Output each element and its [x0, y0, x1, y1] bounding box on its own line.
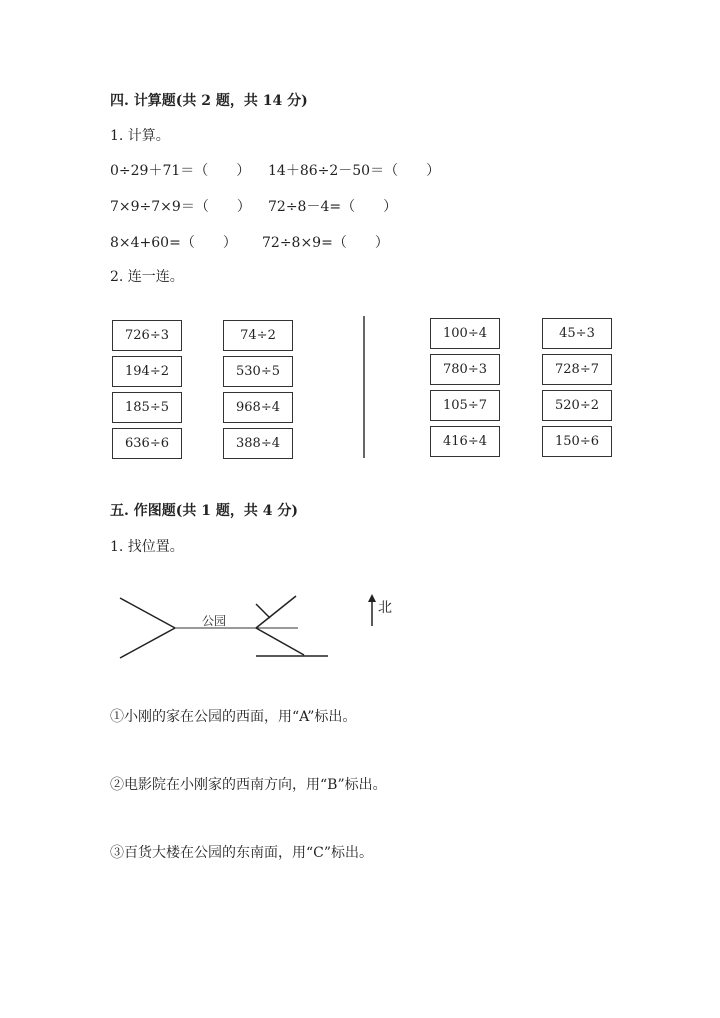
- match-box-left-col2: 968÷4: [223, 392, 293, 423]
- match-box-right-col1: 416÷4: [430, 426, 500, 457]
- calc-expression: 8×4+60=（ ）: [110, 235, 237, 251]
- match-box-right-col1: 100÷4: [430, 318, 500, 349]
- match-box-right-col1: 105÷7: [430, 390, 500, 421]
- calc-expression: 72÷8×9=（ ）: [262, 235, 389, 251]
- q2-label: 2. 连一连。: [110, 269, 184, 285]
- match-box-right-col2: 45÷3: [542, 318, 612, 349]
- match-box-left-col2: 530÷5: [223, 356, 293, 387]
- calc-expression: 14＋86÷2－50＝（ ）: [268, 163, 441, 179]
- task-item: ③百货大楼在公园的东南面，用“C”标出。: [110, 845, 374, 861]
- match-box-left-col1: 726÷3: [112, 320, 182, 351]
- north-label: 北: [378, 600, 392, 616]
- task-item: ①小刚的家在公园的西面，用“A”标出。: [110, 709, 357, 725]
- section5-title: 五. 作图题(共 1 题，共 4 分): [110, 503, 298, 519]
- calc-expression: 0÷29＋71＝（ ）: [110, 163, 251, 179]
- calc-expression: 72÷8－4=（ ）: [268, 199, 398, 215]
- task-item: ②电影院在小刚家的西南方向，用“B”标出。: [110, 777, 387, 793]
- match-box-left-col1: 194÷2: [112, 356, 182, 387]
- match-box-right-col2: 150÷6: [542, 426, 612, 457]
- match-box-right-col2: 520÷2: [542, 390, 612, 421]
- calc-expression: 7×9÷7×9＝（ ）: [110, 199, 251, 215]
- match-box-left-col2: 74÷2: [223, 320, 293, 351]
- match-box-right-col2: 728÷7: [542, 354, 612, 385]
- match-box-left-col2: 388÷4: [223, 428, 293, 459]
- q1-label: 1. 计算。: [110, 128, 170, 144]
- park-label: 公园: [202, 614, 227, 628]
- match-box-left-col1: 185÷5: [112, 392, 182, 423]
- match-box-left-col1: 636÷6: [112, 428, 182, 459]
- section4-title: 四. 计算题(共 2 题，共 14 分): [110, 93, 308, 109]
- match-box-right-col1: 780÷3: [430, 354, 500, 385]
- q-find-position-label: 1. 找位置。: [110, 539, 184, 555]
